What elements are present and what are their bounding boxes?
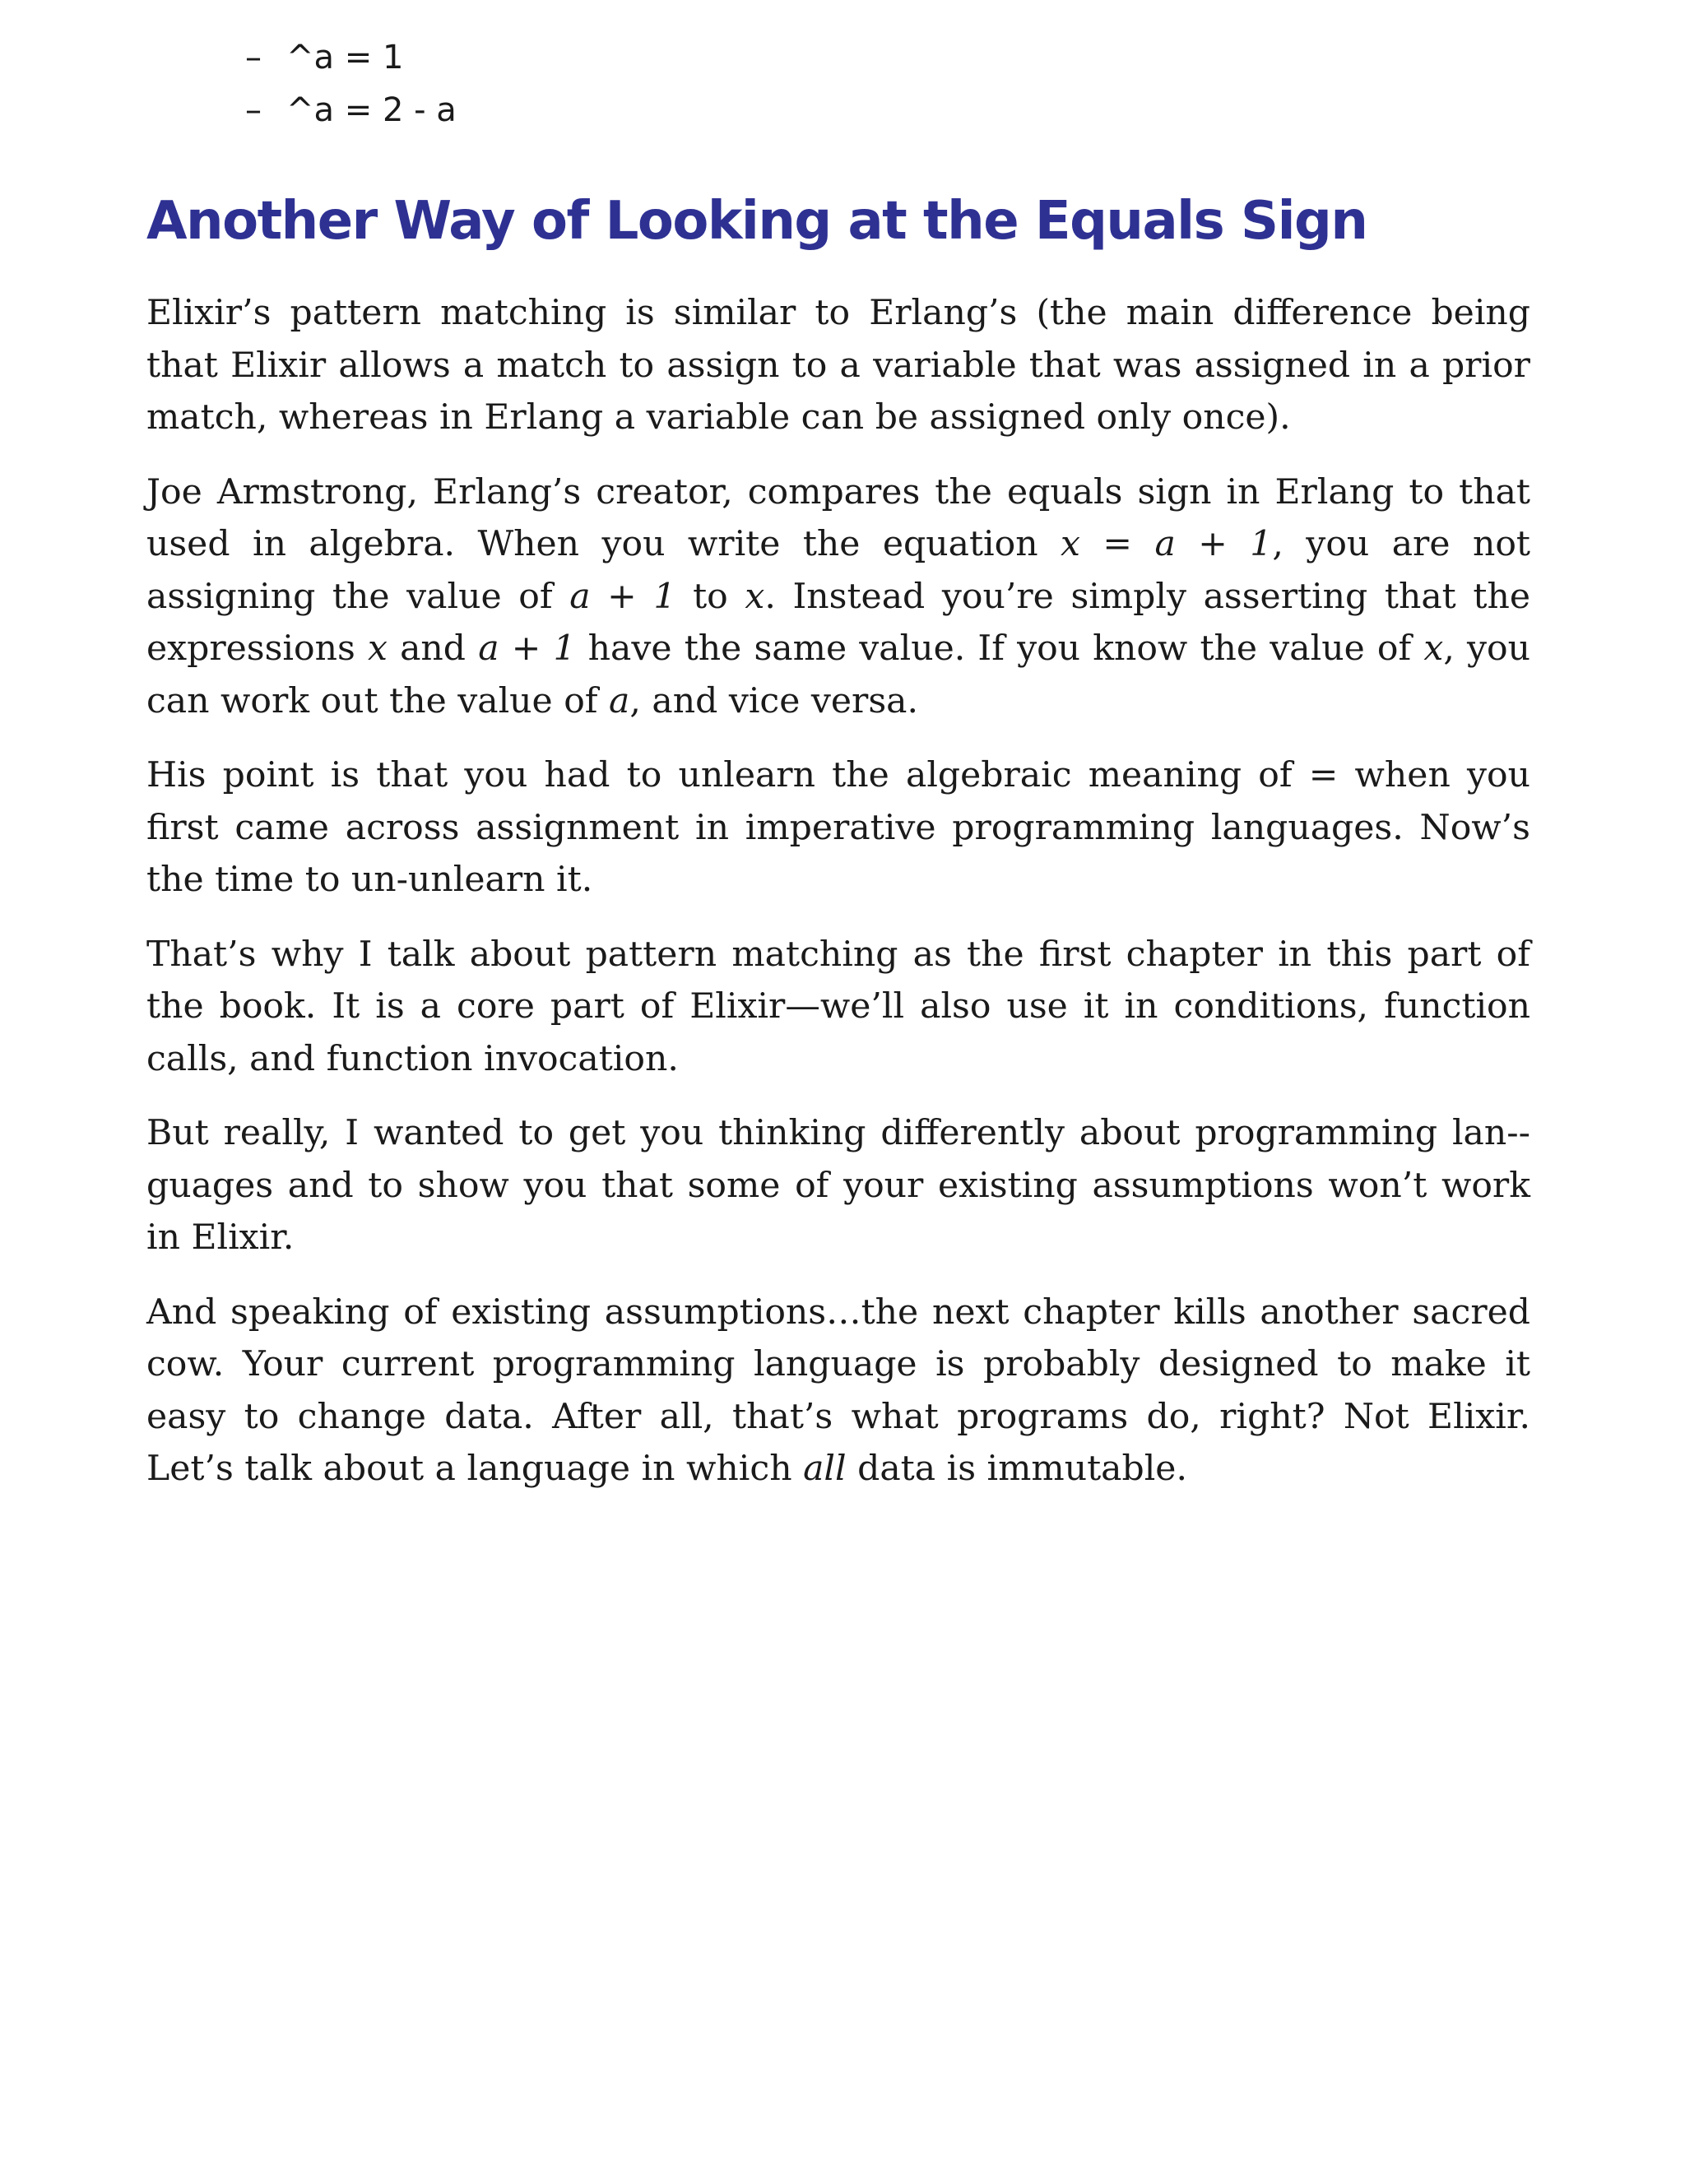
text-run: , you are not assigning the value of: [146, 524, 1530, 617]
text-run: and: [387, 628, 479, 669]
list-item: [245, 31, 457, 84]
bullet-dash: –: [245, 91, 262, 129]
list-item: [245, 84, 457, 137]
text-run: Joe Armstrong, Erlang’s creator, compares the equals sign in Erlang to that used in algebra. When you write the equation: [146, 471, 1530, 564]
paragraph-unlearn: His point is that you had to unlearn the algebraic meaning of = when you first came across assignment in imperative programming languages. Now’s the time to un-unlearn it.: [146, 755, 1530, 900]
math-expression: x: [1423, 628, 1444, 669]
body-text: [146, 287, 1530, 1518]
code-expression: ^a = 1: [286, 39, 404, 77]
code-bullet-list: [245, 31, 457, 137]
text-run: to: [675, 576, 745, 617]
text-run: . Instead you’re simply asserting that the expressions: [146, 576, 1530, 669]
text-run: data is immutable.: [846, 1449, 1187, 1489]
paragraph-thinking-differently: But really, I wanted to get you thinking differently about programming lan-guages and to show you that some of your existing assumptions won’t work in Elixir.: [146, 1113, 1530, 1258]
section-heading: Another Way of Looking at the Equals Sign: [146, 191, 1367, 252]
math-expression: a + 1: [569, 576, 676, 617]
code-expression: ^a = 2 - a: [286, 91, 457, 129]
emphasis-text: all: [803, 1449, 847, 1489]
paragraph-elixir-vs-erlang: Elixir’s pattern matching is similar to Erlang’s (the main difference being that Elixir allows a match to assign to a variable that was assigned in a prior match, whereas in Erlang a variable can be assigned only once).: [146, 293, 1530, 438]
bullet-dash: –: [245, 39, 262, 77]
paragraph-existing-assumptions: [146, 1287, 1530, 1495]
text-run: , you can work out the value of: [146, 628, 1530, 721]
text-run: And speaking of existing assumptions…the next chapter kills another sacred cow. Your current programming language is probably designed to make it easy to change data. After all, that’s what programs do, right? Not Elixir. Let’s talk about a language in which: [146, 1291, 1530, 1489]
math-expression: x = a + 1: [1061, 524, 1273, 564]
text-run: , and vice versa.: [629, 680, 919, 721]
text-run: have the same value. If you know the value of: [575, 628, 1424, 669]
paragraph-joe-armstrong: [146, 466, 1530, 728]
paragraph-pattern-matching-chapter: That’s why I talk about pattern matching as the first chapter in this part of the book. It is a core part of Elixir—we’ll also use it in conditions, function calls, and function invocation.: [146, 934, 1530, 1079]
math-expression: x: [745, 576, 765, 617]
math-expression: x: [367, 628, 388, 669]
math-expression: a: [609, 680, 630, 721]
math-expression: a + 1: [478, 628, 576, 669]
